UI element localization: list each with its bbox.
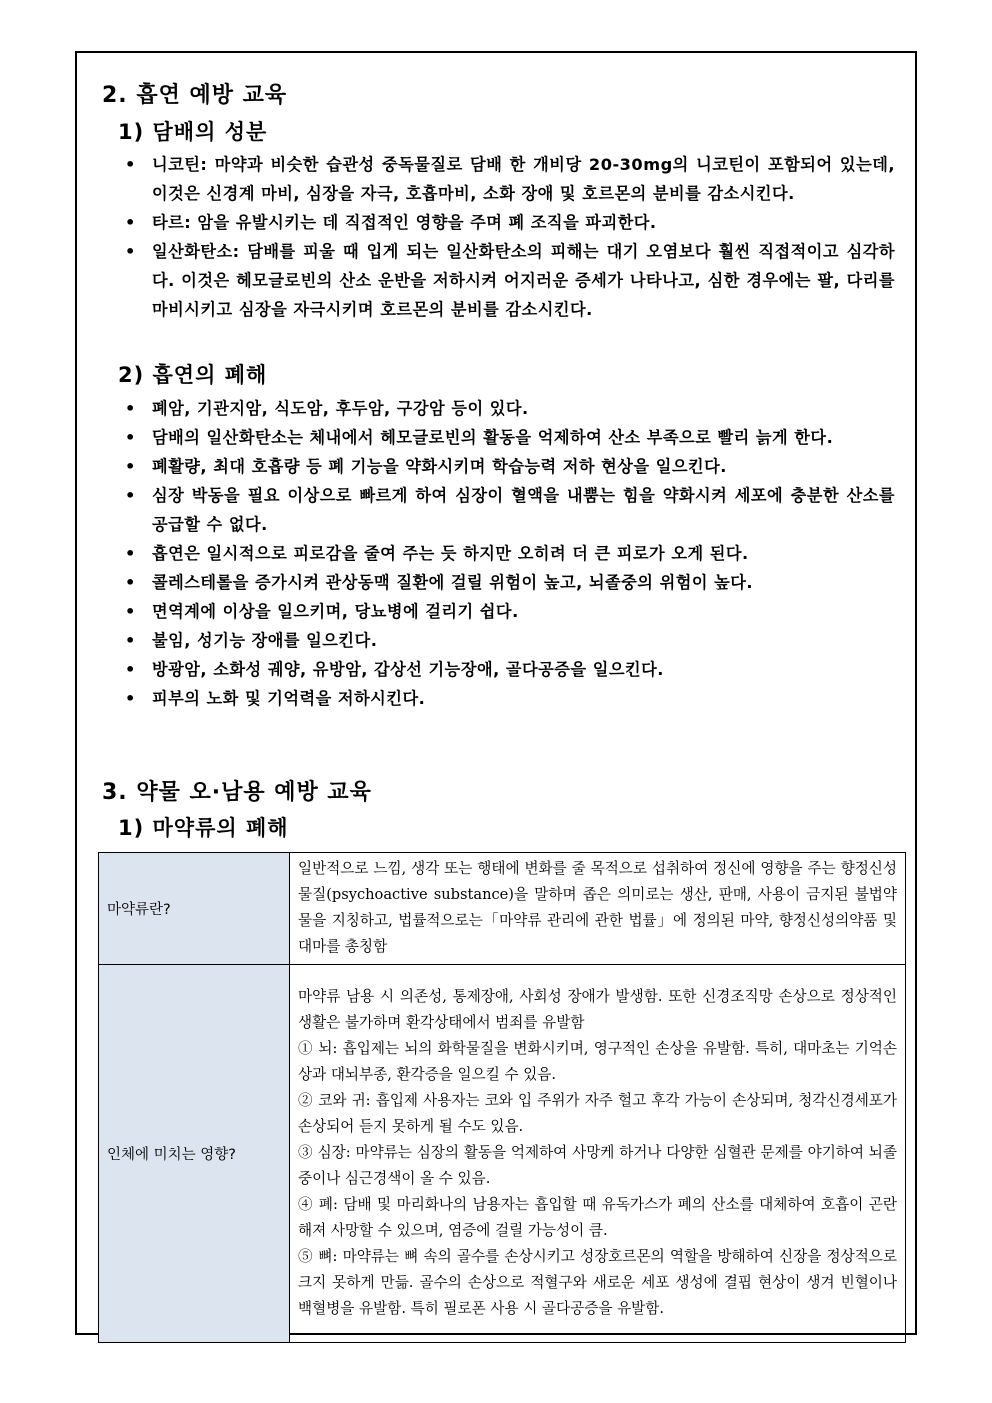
effect-bones: ⑤ 뼈: 마약류는 뼈 속의 골수를 손상시키고 성장호르몬의 역할을 방해하여 신장을 정상적으로 크지 못하게 만듦. 골수의 손상으로 적혈구와 새로운 세포 생성에 결핍 현상이 생겨 빈혈이나 백혈병을 유발함. 특히 필로폰 사용 시 골다공증을 유발함. [298, 1248, 897, 1317]
table-row [99, 965, 906, 1343]
list-item: • 일산화탄소: 담배를 피울 때 입게 되는 일산화탄소의 피해는 대기 오염보다 훨씬 직접적이고 심각하다. 이것은 헤모글로빈의 산소 운반을 저하시켜 어지러운 증세가 나타나고, 심한 경우에는 팔, 다리를 마비시키고 심장을 자극시키며 호르몬의 분비를 감소시킨다. [125, 237, 895, 324]
list-item: • 폐암, 기관지암, 식도암, 후두암, 구강암 등이 있다. [125, 394, 895, 423]
tobacco-ingredients-list [125, 150, 895, 324]
effects-intro: 마약류 남용 시 의존성, 통제장애, 사회성 장애가 발생함. 또한 신경조직망 손상으로 정상적인 생활은 불가하며 환각상태에서 범죄를 유발함 [298, 988, 897, 1031]
list-item: • 콜레스테롤을 증가시켜 관상동맥 질환에 걸릴 위험이 높고, 뇌졸중의 위험이 높다. [125, 568, 895, 597]
bullet-icon: • [125, 155, 136, 174]
table-row [99, 853, 906, 965]
bullet-icon: • [125, 689, 136, 708]
bullet-icon: • [125, 486, 136, 505]
list-item: • 방광암, 소화성 궤양, 유방암, 갑상선 기능장애, 골다공증을 일으킨다. [125, 655, 895, 684]
section-title-smoking: 2. 흡연 예방 교육 [102, 83, 288, 108]
list-item: • 폐활량, 최대 호흡량 등 폐 기능을 약화시키며 학습능력 저하 현상을 일으킨다. [125, 452, 895, 481]
list-item: • 심장 박동을 필요 이상으로 빠르게 하여 심장이 혈액을 내뿜는 힘을 약화시켜 세포에 충분한 산소를 공급할 수 없다. [125, 481, 895, 539]
drug-harms-table [98, 852, 906, 1343]
list-item: • 니코틴: 마약과 비슷한 습관성 중독물질로 담배 한 개비당 20-30mg의 니코틴이 포함되어 있는데, 이것은 신경계 마비, 심장을 자극, 호흡마비, 소화 장애 및 호르몬의 분비를 감소시킨다. [125, 150, 895, 208]
bullet-icon: • [125, 660, 136, 679]
section-title-drug-abuse: 3. 약물 오·남용 예방 교육 [102, 780, 372, 805]
subsection-title-drug-harms: 1) 마약류의 폐해 [118, 816, 289, 840]
effect-heart: ③ 심장: 마약류는 심장의 활동을 억제하여 사망케 하거나 다양한 심혈관 문제를 야기하여 뇌졸중이나 심근경색이 올 수 있음. [298, 1144, 897, 1187]
list-item: • 불임, 성기능 장애를 일으킨다. [125, 626, 895, 655]
bullet-icon: • [125, 399, 136, 418]
subsection-title-smoking-harms: 2) 흡연의 폐해 [118, 363, 268, 387]
effect-brain: ① 뇌: 흡입제는 뇌의 화학물질을 변화시키며, 영구적인 손상을 유발함. 특히, 대마초는 기억손상과 대뇌부종, 환각증을 일으킬 수 있음. [298, 1040, 897, 1083]
row-label-definition: 마약류란? [99, 853, 290, 965]
bullet-icon: • [125, 457, 136, 476]
bullet-icon: • [125, 544, 136, 563]
bullet-icon: • [125, 428, 136, 447]
list-item: • 흡연은 일시적으로 피로감을 줄여 주는 듯 하지만 오히려 더 큰 피로가 오게 된다. [125, 539, 895, 568]
list-item: • 피부의 노화 및 기억력을 저하시킨다. [125, 684, 895, 713]
bullet-icon: • [125, 631, 136, 650]
bullet-icon: • [125, 242, 136, 261]
row-label-body-effects: 인체에 미치는 영향? [99, 965, 290, 1343]
list-item: • 담배의 일산화탄소는 체내에서 헤모글로빈의 활동을 억제하여 산소 부족으로 빨리 늙게 한다. [125, 423, 895, 452]
bullet-icon: • [125, 213, 136, 232]
bullet-icon: • [125, 602, 136, 621]
list-item: • 타르: 암을 유발시키는 데 직접적인 영향을 주며 폐 조직을 파괴한다. [125, 208, 895, 237]
smoking-harms-list [125, 394, 895, 713]
list-item: • 면역계에 이상을 일으키며, 당뇨병에 걸리기 쉽다. [125, 597, 895, 626]
bullet-icon: • [125, 573, 136, 592]
row-content-body-effects [290, 965, 906, 1343]
row-content-definition: 일반적으로 느낌, 생각 또는 행태에 변화를 줄 목적으로 섭취하여 정신에 영향을 주는 향정신성물질(psychoactive substance)을 말하며 좁은 의미로는 생산, 판매, 사용이 금지된 불법약물을 지칭하고, 법률적으로는「마약류 관리에 관한 법률」에 정의된 마약, 향정신성의약품 및 대마를 총칭함 [290, 853, 906, 965]
effect-nose-ears: ② 코와 귀: 흡입제 사용자는 코와 입 주위가 자주 헐고 후각 가능이 손상되며, 청각신경세포가 손상되어 듣지 못하게 될 수도 있음. [298, 1092, 897, 1135]
effect-lungs: ④ 폐: 담배 및 마리화나의 남용자는 흡입할 때 유독가스가 폐의 산소를 대체하여 호흡이 곤란해져 사망할 수 있으며, 염증에 걸릴 가능성이 큼. [298, 1196, 897, 1239]
subsection-title-tobacco-ingredients: 1) 담배의 성분 [118, 120, 268, 144]
